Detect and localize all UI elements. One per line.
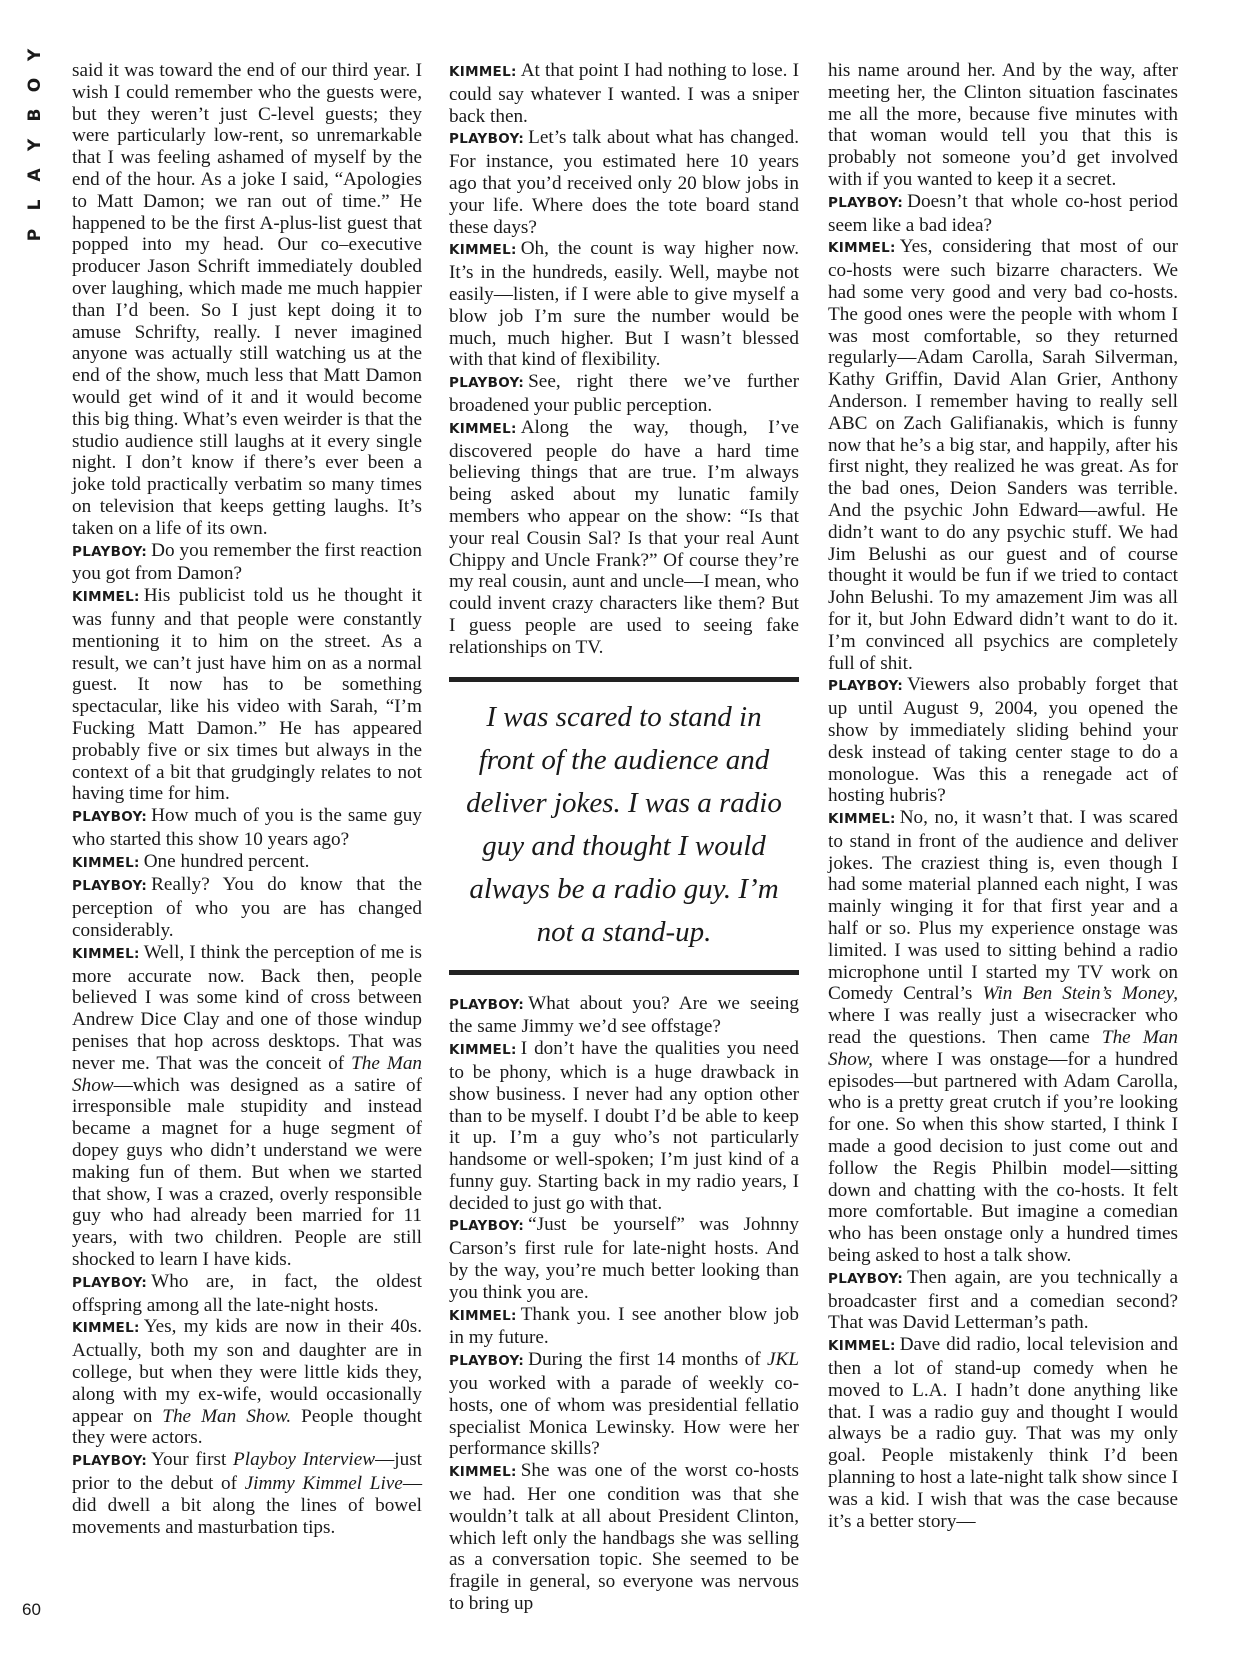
paragraph-text: —did dwell a bit along the lines of bowel movements and masturbation tips. [72,1473,422,1538]
interview-paragraph [72,60,422,540]
speaker-label: KIMMEL: [449,1042,517,1059]
interview-paragraph [449,238,799,371]
paragraph-text: —which was designed as a satire of irresponsible male stupidity and instead became a magnet for a huge segment of dopey guys who didn’t understand we were making fun of them. But when we started that show, I was a crazed, overly responsible guy who had already been married for 11 years, with two children. People are still shocked to learn I have kids. [72,1074,422,1271]
interview-paragraph [449,417,799,659]
paragraph-text: Doesn’t that whole co-host period seem like a bad idea? [828,190,1178,236]
speaker-label: PLAYBOY: [449,131,525,148]
speaker-label: KIMMEL: [828,811,896,828]
paragraph-text: Along the way, though, I’ve discovered people do have a hard time believing things that are true. I’m always being asked about my lunatic family members who appear on the show: “Is that your real Cousin Sal? Is that your real Aunt Chippy and Uncle Frank?” Of course they’re my real cousin, aunt and uncle—I mean, who could invent crazy characters like them? But I guess people are used to seeing fake relationships on TV. [449,416,799,658]
speaker-label: KIMMEL: [828,240,896,257]
speaker-label: KIMMEL: [72,1320,140,1337]
interview-paragraph [449,127,799,238]
italic-title: Win Ben Stein’s Money, [982,983,1179,1005]
paragraph-text: She was one of the worst co-hosts we had. Her one condition was that she wouldn’t talk at all about President Clinton, which left only the handbags she was selling as a conversation topic. She seemed to be fragile in general, so everyone was nervous to bring up [449,1460,799,1615]
magazine-name-vertical [20,40,50,250]
italic-title: The Man Show [72,1052,423,1096]
interview-paragraph [828,191,1178,237]
side-letter: Y [25,48,45,62]
paragraph-text: where I was onstage—for a hundred episodes—but partnered with Adam Carolla, who is a pretty great crutch if you’re looking for one. So when this show started, I think I made a good decision to just come out and follow the Regis Philbin model—sitting down and chatting with the co-hosts. It felt more comfortable. But imagine a comedian who has been onstage only a hundred times being asked to host a talk show. [828,1048,1178,1267]
speaker-label: PLAYBOY: [449,996,525,1013]
paragraph-text: —just prior to the debut of [72,1449,422,1494]
column-3 [828,60,1178,1532]
side-letter: O [25,77,45,93]
speaker-label: PLAYBOY: [449,1218,525,1235]
speaker-label: KIMMEL: [449,420,517,437]
column-2-bottom [449,993,799,1615]
speaker-label: KIMMEL: [449,64,517,80]
interview-paragraph [449,993,799,1039]
paragraph-text: Then again, are you technically a broadcaster first and a comedian second? That was David Letterman’s path. [828,1266,1178,1334]
side-letter: B [25,108,45,122]
interview-paragraph [72,874,422,941]
column-1 [72,60,422,1538]
italic-title: JKL [767,1349,799,1371]
interview-paragraph [72,805,422,851]
paragraph-text: His publicist told us he thought it was funny and that people were constantly mentioning it to him on the street. As a result, we can’t just have him on as a normal guest. It now has to be something spectacular, like his video with Sarah, “I’m Fucking Matt Damon.” He has appeared probably five or six times but always in the context of a bit that grudgingly relates to not having time for him. [72,585,422,805]
paragraph-text: Let’s talk about what has changed. For instance, you estimated here 10 years ago that you’d received only 20 blow jobs in your life. Where does the tote board stand these days? [449,127,799,238]
italic-title: The Man Show, [828,1027,1178,1070]
speaker-label: PLAYBOY: [72,543,148,560]
speaker-label: PLAYBOY: [828,678,904,695]
speaker-label: KIMMEL: [449,242,517,259]
paragraph-text: Really? You do know that the perception of who you are has changed considerably. [72,874,422,942]
interview-paragraph [449,1038,799,1214]
paragraph-text: said it was toward the end of our third year. I wish I could remember who the guests were, but they weren’t just C-level guests; they were particularly low-rent, so unremarkable that I was feeling ashamed of myself by the end of the hour. As a joke I said, “Apologies to Matt Damon; we ran out of time.” He happened to be the first A-plus-list guest that popped into my head. Our co–executive producer Jason Schrift immediately doubled over laughing, which made me much happier than I’d been. So I just kept doing it to amuse Schrifty, really. I never imagined anyone was actually still watching us at the end of the show, much less that Matt Damon would get wind of it and it would become this big thing. What’s even weirder is that the studio audience still laughs at it every single night. I don’t know if there’s ever been a joke told practically verbatim so many times on television that keeps getting laughs. It’s taken on a life of its own. [72,60,422,539]
paragraph-text: Who are, in fact, the oldest offspring among all the late-night hosts. [72,1270,422,1316]
interview-paragraph [72,1316,422,1449]
interview-paragraph [828,1334,1178,1532]
interview-paragraph [72,942,422,1271]
interview-paragraph [828,60,1178,191]
paragraph-text: Yes, my kids are now in their 40s. Actually, both my son and daughter are in college, but when they were little kids they, along with my ex-wife, would occasionally appear on [72,1316,422,1427]
speaker-label: PLAYBOY: [449,1353,525,1370]
interview-paragraph [449,1460,799,1615]
paragraph-text: Your first [151,1449,234,1471]
interview-paragraph [449,1349,799,1460]
paragraph-text: “Just be yourself” was Johnny Carson’s first rule for late-night hosts. And by the way, you’re much better looking than you think you are. [449,1214,799,1303]
italic-title: The Man Show. [162,1405,292,1427]
interview-paragraph [828,236,1178,674]
interview-paragraph [72,540,422,586]
italic-title: Playboy Interview [233,1449,376,1471]
speaker-label: PLAYBOY: [72,1453,148,1470]
paragraph-text: you worked with a parade of weekly co-hosts, one of whom was presidential fellatio specialist Monica Lewinsky. How were her performance skills? [449,1373,799,1460]
paragraph-text: No, no, it wasn’t that. I was scared to stand in front of the audience and deliver jokes. The craziest thing is, even though I had some material planned each night, I was mainly winging it for that first year and a half or so. Plus my experience onstage was limited. I was used to sitting behind a radio microphone until I started my TV work on Comedy Central’s [828,807,1178,1005]
speaker-label: KIMMEL: [72,854,140,871]
interview-paragraph [72,585,422,805]
interview-paragraph [449,60,799,127]
paragraph-text: Dave did radio, local television and then a lot of stand-up comedy when he moved to L.A. I hadn’t done anything like that. I was a radio guy and thought I would always be a radio guy. That was my only goal. People mistakenly think I’d been planning to host a late-night talk show since I was a kid. I wish that was the case because it’s a better story— [828,1334,1178,1532]
interview-paragraph [449,1214,799,1303]
paragraph-text: Thank you. I see another blow job in my future. [449,1303,799,1349]
speaker-label: PLAYBOY: [828,194,904,211]
speaker-label: PLAYBOY: [449,375,525,392]
column-2 [449,60,799,1615]
paragraph-text: Do you remember the first reaction you got from Damon? [72,539,422,585]
side-letter: A [25,168,45,182]
column-2-top [449,60,799,659]
speaker-label: PLAYBOY: [72,878,148,895]
interview-paragraph [449,371,799,417]
speaker-label: KIMMEL: [449,1307,517,1324]
paragraph-text: One hundred percent. [143,850,310,872]
speaker-label: KIMMEL: [72,589,140,606]
speaker-label: PLAYBOY: [72,1274,148,1291]
paragraph-text: Viewers also probably forget that up until August 9, 2004, you opened the show by immediately sliding behind your desk instead of taking center stage to do a monologue. Was this a renegade act of hosting hubris? [828,674,1178,807]
paragraph-text: People thought they were actors. [72,1405,422,1449]
speaker-label: KIMMEL: [72,945,140,962]
paragraph-text: At that point I had nothing to lose. I could say whatever I wanted. I was a sniper back then. [449,60,799,127]
paragraph-text: What about you? Are we seeing the same Jimmy we’d see offstage? [449,992,799,1038]
side-letter: L [25,199,45,211]
paragraph-text: See, right there we’ve further broadened your public perception. [449,371,799,416]
interview-paragraph [72,1271,422,1317]
paragraph-text: How much of you is the same guy who started this show 10 years ago? [72,805,422,850]
pull-quote: I was scared to stand in front of the audience and deliver jokes. I was a radio guy and thought I would always be a radio guy. I’m not a stand-up. [449,677,799,975]
speaker-label: KIMMEL: [828,1338,896,1355]
paragraph-text: where I was really just a wisecracker who read the questions. Then came [828,1005,1178,1049]
side-letter: P [25,228,45,242]
interview-paragraph [72,851,422,875]
page-number: 60 [22,1600,41,1619]
paragraph-text: Oh, the count is way higher now. It’s in the hundreds, easily. Well, maybe not easily—listen, if I were able to give myself a blow job I’m sure the number would be much, much higher. But I wasn’t blessed with that kind of flexibility. [449,238,799,371]
interview-paragraph [72,1449,422,1538]
interview-paragraph [828,674,1178,807]
paragraph-text: I don’t have the qualities you need to be phony, which is a huge drawback in show business. I never had any option other than to be myself. I doubt I’d be able to keep it up. I’m a guy who’s not particularly handsome or well-spoken; I’m just kind of a funny guy. Starting back in my radio years, I decided to just go with that. [449,1038,799,1214]
italic-title: Jimmy Kimmel Live [244,1473,403,1494]
side-letter: Y [25,138,45,152]
speaker-label: PLAYBOY: [72,809,148,826]
paragraph-text: Well, I think the perception of me is more accurate now. Back then, people believed I was some kind of cross between Andrew Dice Clay and one of those windup penises that hop across desktops. That was never me. That was the conceit of [72,941,422,1074]
interview-paragraph [449,1304,799,1350]
speaker-label: PLAYBOY: [828,1270,904,1287]
interview-paragraph [828,807,1178,1267]
paragraph-text: his name around her. And by the way, after meeting her, the Clinton situation fascinates me all the more, because five minutes with that woman would tell you that this is probably not someone you’d get involved with if you wanted to keep it a secret. [828,60,1178,190]
speaker-label: KIMMEL: [449,1464,517,1481]
paragraph-text: During the first 14 months of [528,1349,767,1371]
paragraph-text: Yes, considering that most of our co-hosts were such bizarre characters. We had some very good and very bad co-hosts. The good ones were the people with whom I was most comfortable, so they returned regularly—Adam Carolla, Sarah Silverman, Kathy Griffin, David Alan Grier, Anthony Anderson. I remember having to really sell ABC on Zach Galifianakis, which is funny now that he’s a big star, and happily, after his first night, they realized he was great. As for the bad ones, Deion Sanders was terrible. And the psychic John Edward—awful. He didn’t want to do any psychic stuff. We had Jim Belushi as our guest and of course thought it would be fun if we tried to contact John Belushi. To my amazement Jim was all for it, but John Edward didn’t want to do it. I’m convinced all psychics are completely full of shit. [828,236,1178,674]
interview-paragraph [828,1267,1178,1334]
